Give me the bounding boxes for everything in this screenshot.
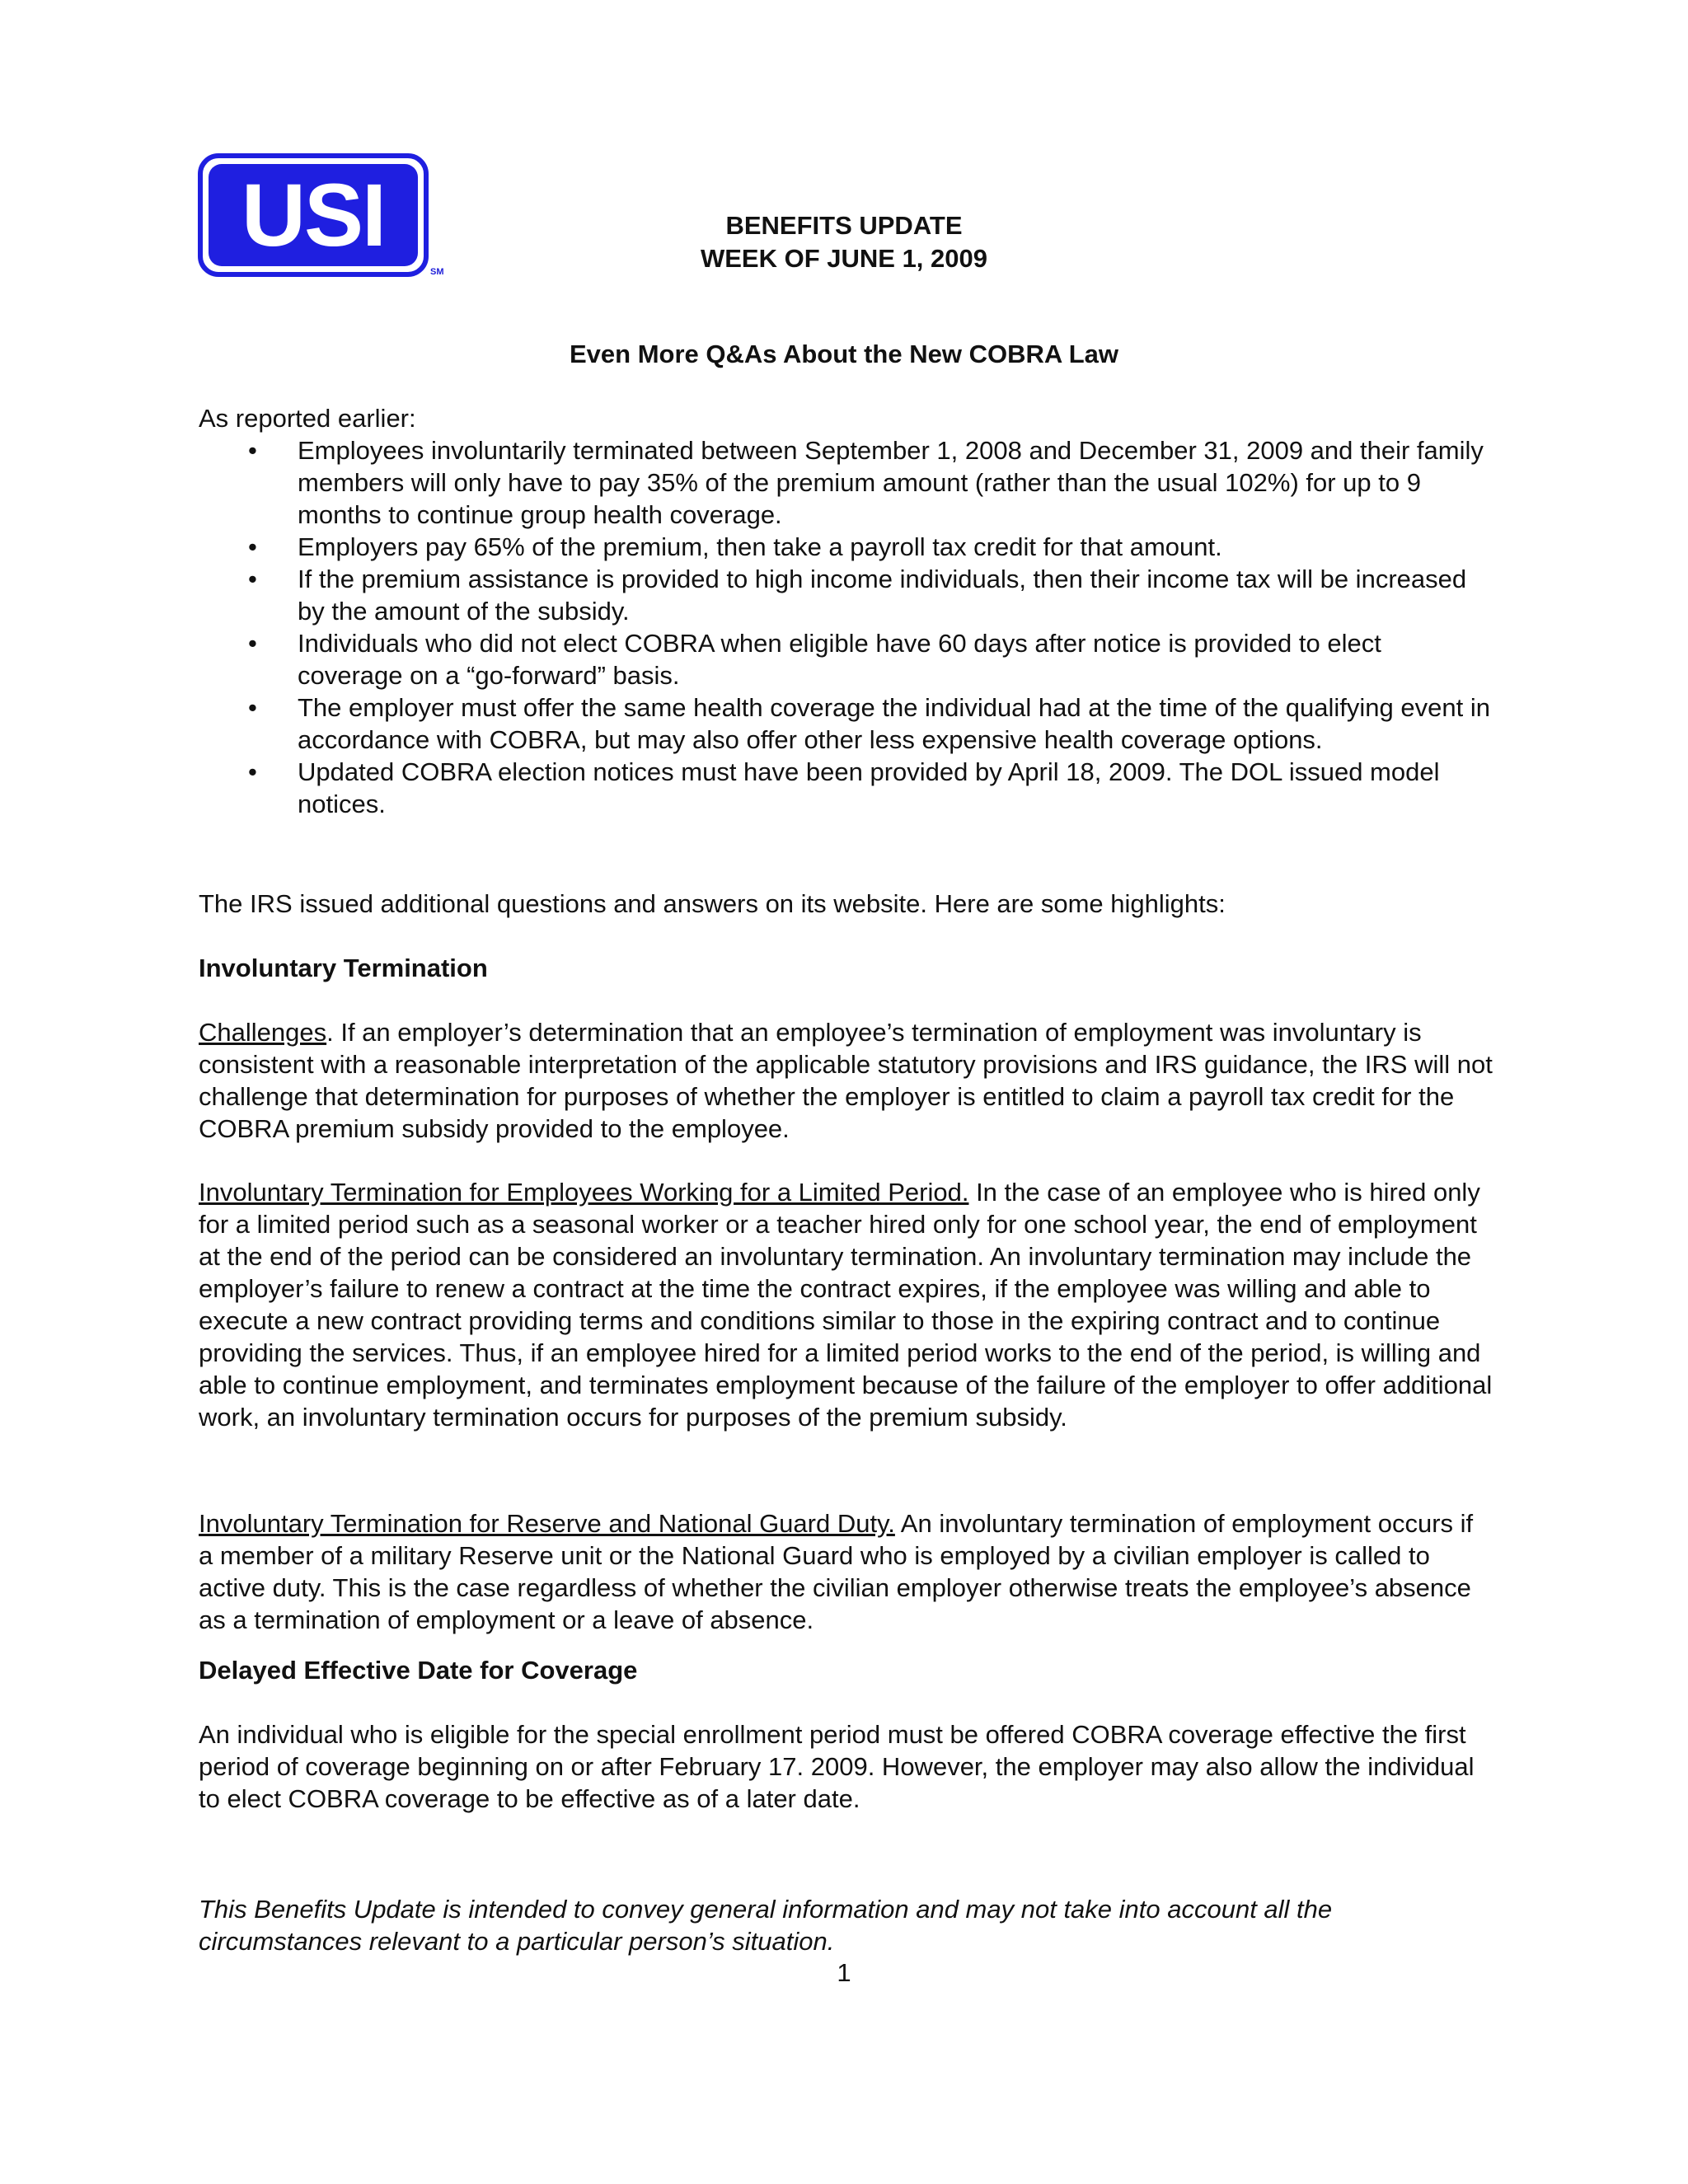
reserve-duty-paragraph <box>199 1507 1493 1636</box>
list-item <box>199 434 1493 531</box>
bullet-icon: • <box>248 629 257 658</box>
list-item <box>199 563 1493 627</box>
bullet-icon: • <box>248 532 257 561</box>
section-heading-involuntary: Involuntary Termination <box>199 954 488 982</box>
list-item <box>199 531 1493 563</box>
list-item <box>199 691 1493 756</box>
challenges-paragraph <box>199 1016 1493 1145</box>
list-item <box>199 756 1493 820</box>
bullet-icon: • <box>248 436 257 465</box>
page-number: 1 <box>837 1958 851 1987</box>
bullet-text: The employer must offer the same health coverage the individual had at the time of the qualifying event in accordance with COBRA, but may also offer other less expensive health coverage options. <box>298 693 1490 754</box>
bullet-icon: • <box>248 565 257 593</box>
challenges-text: . If an employer’s determination that an employee’s termination of employment was involuntary is consistent with a reasonable interpretation of the applicable statutory provisions and IRS guidance, the IRS will not challenge that determination for purposes of whether the employer is entitled to claim a payroll tax credit for the COBRA premium subsidy provided to the employee. <box>199 1018 1493 1143</box>
reserve-duty-label: Involuntary Termination for Reserve and National Guard Duty. <box>199 1509 895 1538</box>
header-date: WEEK OF JUNE 1, 2009 <box>700 244 987 273</box>
reserve-duty-text: An involuntary termination of employment occurs if a member of a military Reserve unit or the National Guard who is employed by a civilian employer is called to active duty. This is the case regardless of whether the civilian employer otherwise treats the employee’s absence as a termination of employment or a leave of absence. <box>199 1509 1474 1634</box>
bullet-text: Employers pay 65% of the premium, then take a payroll tax credit for that amount. <box>298 532 1222 561</box>
intro-text: As reported earlier: <box>199 404 416 433</box>
disclaimer: This Benefits Update is intended to convey general information and may not take into account all the circumstances relevant to a particular person’s situation. <box>199 1895 1333 1956</box>
delayed-coverage-paragraph: An individual who is eligible for the special enrollment period must be offered COBRA coverage effective the first period of coverage beginning on or after February 17. 2009. However, the employer may also allow the individual to elect COBRA coverage to be effective as of a later date. <box>199 1720 1475 1813</box>
irs-intro-paragraph: The IRS issued additional questions and answers on its website. Here are some highlights: <box>199 889 1226 918</box>
header-title: BENEFITS UPDATE <box>725 211 963 240</box>
limited-period-paragraph <box>199 1176 1493 1433</box>
bullet-text: Updated COBRA election notices must have been provided by April 18, 2009. The DOL issued model notices. <box>298 757 1440 818</box>
list-item <box>199 627 1493 691</box>
service-mark: SM <box>430 267 444 277</box>
document-title: Even More Q&As About the New COBRA Law <box>570 340 1118 368</box>
bullet-text: Employees involuntarily terminated between September 1, 2008 and December 31, 2009 and their family members will only have to pay 35% of the premium amount (rather than the usual 102%) for up to 9 months to continue group health coverage. <box>298 436 1484 529</box>
limited-period-text: In the case of an employee who is hired only for a limited period such as a seasonal worker or a teacher hired only for one school year, the end of employment at the end of the period can be considered an involuntary termination. An involuntary termination may include the employer’s failure to renew a contract at the time the contract expires, if the employee was willing and able to execute a new contract providing terms and conditions similar to those in the expiring contract and to continue providing the services. Thus, if an employee hired for a limited period works to the end of the period, is willing and able to continue employment, and terminates employment because of the failure of the employer to offer additional work, an involuntary termination occurs for purposes of the premium subsidy. <box>199 1178 1493 1432</box>
challenges-label: Challenges <box>199 1018 327 1047</box>
limited-period-label: Involuntary Termination for Employees Working for a Limited Period. <box>199 1178 969 1207</box>
bullet-text: If the premium assistance is provided to high income individuals, then their income tax will be increased by the amount of the subsidy. <box>298 565 1467 626</box>
bullet-text: Individuals who did not elect COBRA when eligible have 60 days after notice is provided to elect coverage on a “go-forward” basis. <box>298 629 1381 690</box>
logo-text: USI <box>241 165 386 265</box>
bullet-icon: • <box>248 757 257 786</box>
bullet-list <box>199 434 1493 820</box>
section-heading-delayed: Delayed Effective Date for Coverage <box>199 1656 638 1685</box>
bullet-icon: • <box>248 693 257 722</box>
